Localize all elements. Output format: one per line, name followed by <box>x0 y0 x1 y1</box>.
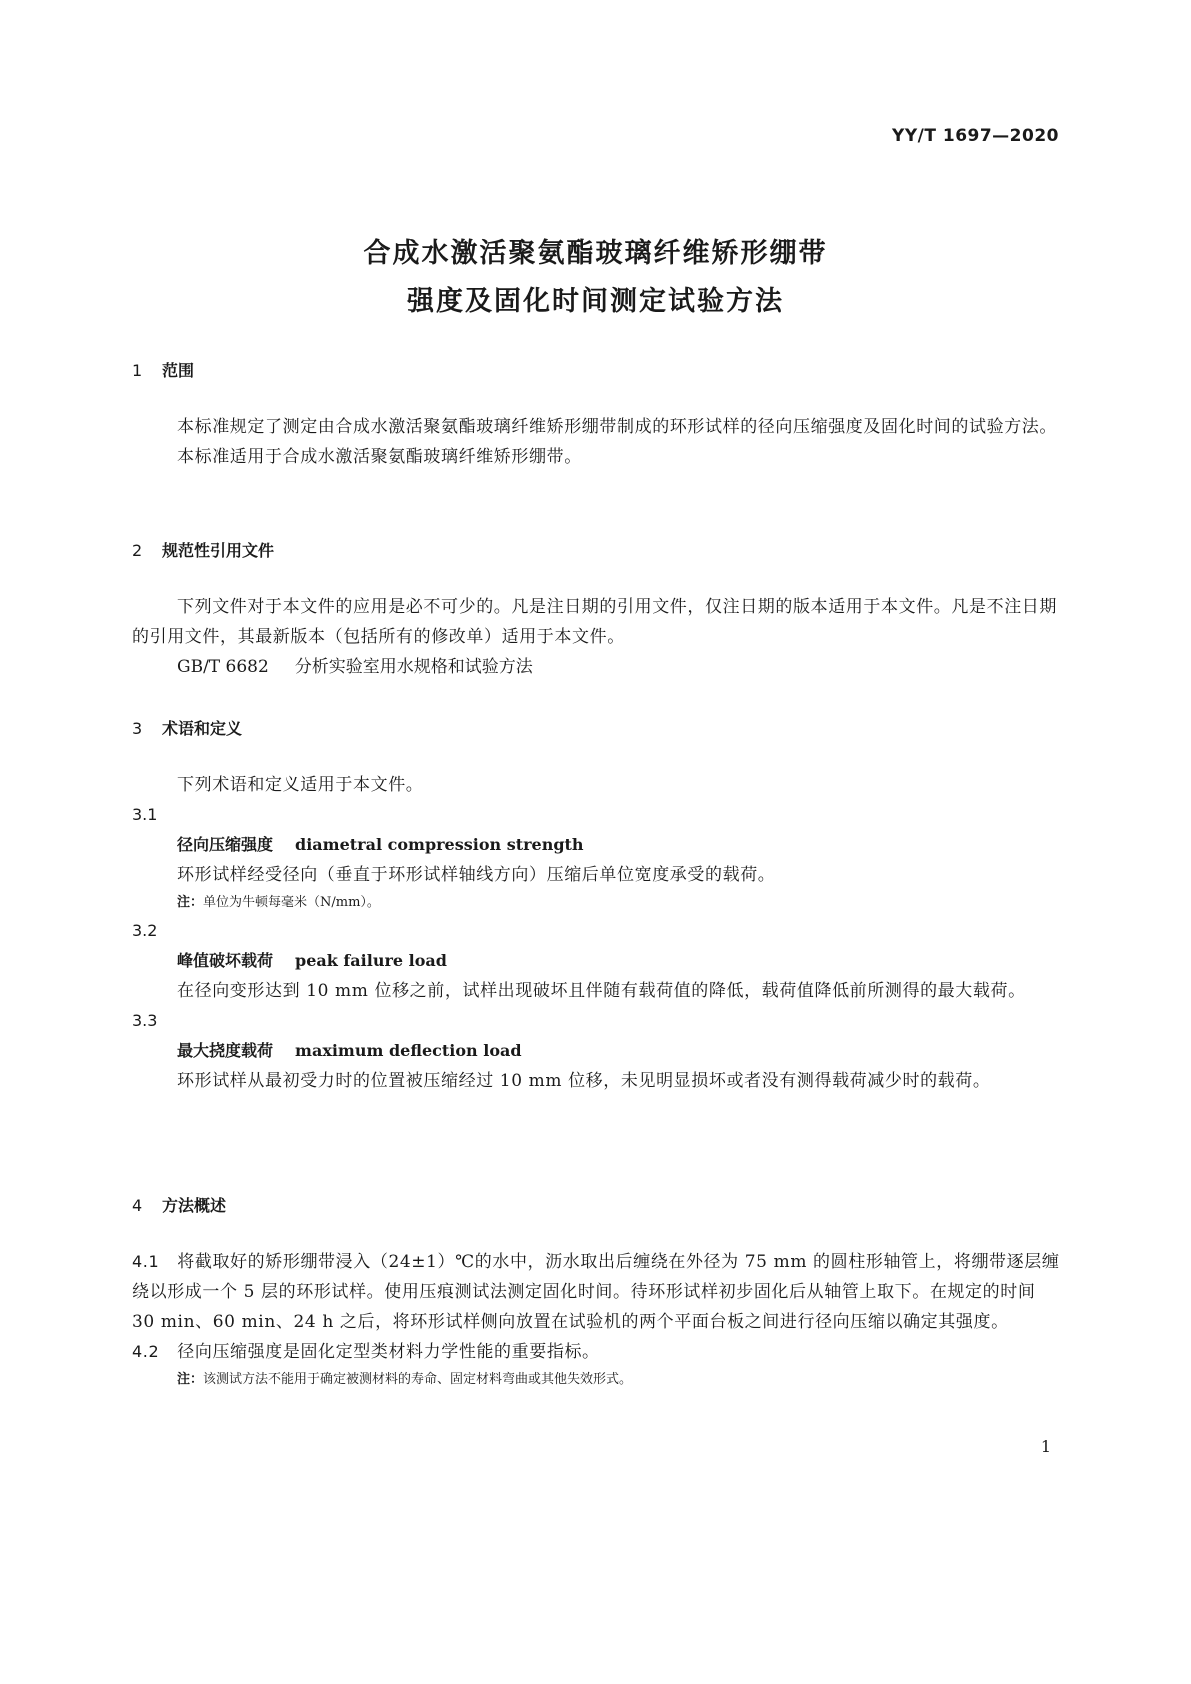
section-1 <box>132 358 1060 381</box>
section-title: 方法概述 <box>162 1196 227 1215</box>
section-4 <box>132 1193 1060 1216</box>
section-number: 3 <box>132 719 143 738</box>
term-zh: 峰值破坏载荷 <box>177 951 274 970</box>
paragraph: 下列术语和定义适用于本文件。 <box>177 775 424 795</box>
paragraph: 下列文件对于本文件的应用是必不可少的。凡是注日期的引用文件，仅注日期的版本适用于本文件。凡是不注日期的引用文件，其最新版本（包括所有的修改单）适用于本文件。 <box>132 597 1057 647</box>
clause-text: 径向压缩强度是固化定型类材料力学性能的重要指标。 <box>177 1342 600 1362</box>
term-entry <box>132 1036 1060 1066</box>
term-definition: 在径向变形达到 10 mm 位移之前，试样出现破坏且伴随有载荷值的降低，载荷值降低前所测得的最大载荷。 <box>177 981 1026 1001</box>
reference-title: 分析实验室用水规格和试验方法 <box>294 657 533 677</box>
section-2 <box>132 538 1060 561</box>
section-title: 术语和定义 <box>162 719 243 738</box>
section-4-body <box>132 1247 1060 1393</box>
section-1-body <box>132 412 1060 472</box>
clause-4-1 <box>132 1247 1060 1337</box>
section-title: 规范性引用文件 <box>162 541 275 560</box>
term-note <box>132 890 1060 916</box>
term-zh: 径向压缩强度 <box>177 835 274 854</box>
section-number: 2 <box>132 541 143 560</box>
term-en: peak failure load <box>295 951 447 970</box>
note-label: 注： <box>177 895 204 910</box>
section-2-body <box>132 592 1060 682</box>
term-definition: 环形试样经受径向（垂直于环形试样轴线方向）压缩后单位宽度承受的载荷。 <box>177 865 776 885</box>
term-number: 3.3 <box>132 1011 158 1030</box>
note-label: 注： <box>177 1372 204 1387</box>
standard-code: YY/T 1697—2020 <box>892 126 1059 146</box>
normative-reference <box>132 652 1060 682</box>
clause-note <box>132 1367 1060 1393</box>
note-text: 该测试方法不能用于确定被测材料的寿命、固定材料弯曲或其他失效形式。 <box>203 1372 633 1387</box>
term-entry <box>132 946 1060 976</box>
section-title: 范围 <box>162 361 195 380</box>
term-en: diametral compression strength <box>295 835 584 854</box>
section-3 <box>132 716 1060 739</box>
section-heading <box>132 538 1060 561</box>
reference-code: GB/T 6682 <box>177 657 269 677</box>
note-text: 单位为牛顿每毫米（N/mm）。 <box>203 895 380 910</box>
term-entry <box>132 830 1060 860</box>
clause-text: 将截取好的矫形绷带浸入（24±1）℃的水中，沥水取出后缠绕在外径为 75 mm 的圆柱形轴管上，将绷带逐层缠绕以形成一个 5 层的环形试样。使用压痕测试法测定固化时间。待环形试样初步固化后从轴管上取下。在规定的时间 30 min、60 min、24 h 之后，将环形试样侧向放置在试验机的两个平面台板之间进行径向压缩以确定其强度。 <box>132 1252 1060 1332</box>
clause-4-2 <box>132 1337 1060 1367</box>
term-zh: 最大挠度载荷 <box>177 1041 274 1060</box>
document-title-line1: 合成水激活聚氨酯玻璃纤维矫形绷带 <box>363 238 828 269</box>
paragraph: 本标准规定了测定由合成水激活聚氨酯玻璃纤维矫形绷带制成的环形试样的径向压缩强度及固化时间的试验方法。 <box>177 417 1057 437</box>
section-number: 1 <box>132 361 143 380</box>
term-definition: 环形试样从最初受力时的位置被压缩经过 10 mm 位移，未见明显损坏或者没有测得载荷减少时的载荷。 <box>177 1071 991 1091</box>
clause-number: 4.2 <box>132 1342 160 1361</box>
section-number: 4 <box>132 1196 143 1215</box>
document-title-line2: 强度及固化时间测定试验方法 <box>407 286 784 317</box>
term-number: 3.2 <box>132 921 158 940</box>
section-heading <box>132 716 1060 739</box>
clause-number: 4.1 <box>132 1252 160 1271</box>
term-en: maximum deflection load <box>295 1041 522 1060</box>
term-number: 3.1 <box>132 805 158 824</box>
paragraph: 本标准适用于合成水激活聚氨酯玻璃纤维矫形绷带。 <box>177 447 582 467</box>
section-heading <box>132 1193 1060 1216</box>
section-3-body <box>132 770 1060 1096</box>
section-heading <box>132 358 1060 381</box>
page-number: 1 <box>1040 1437 1051 1456</box>
